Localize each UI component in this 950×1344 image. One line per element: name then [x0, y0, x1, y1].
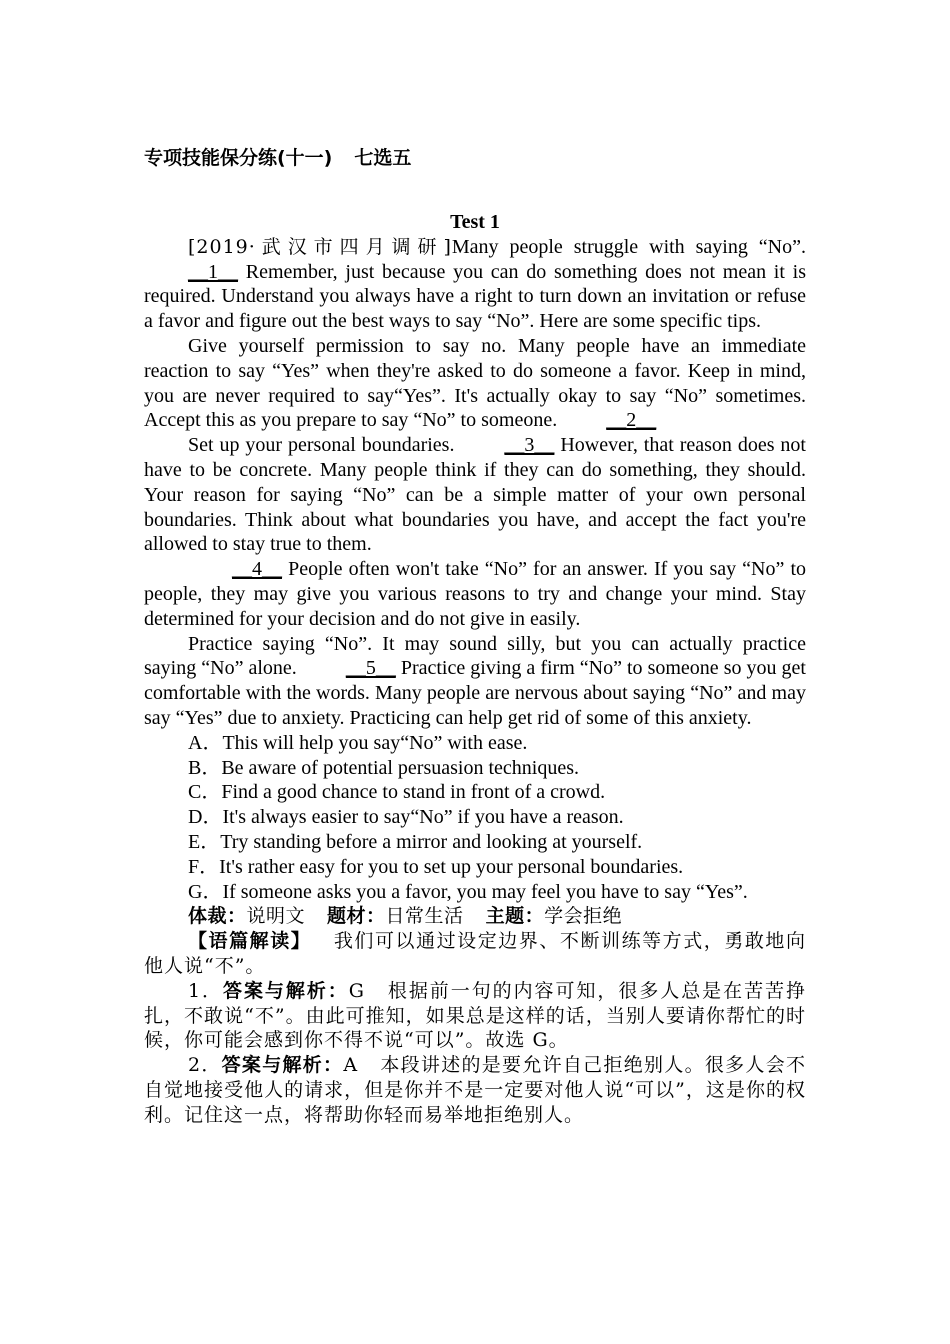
option-e: E．Try standing before a mirror and looking at yourself. — [188, 830, 643, 853]
blank-2: __2__ — [606, 409, 657, 432]
answer-1: 1．答案与解析：G 根据前一句的内容可知，很多人总是在苦苦挣扎，不敢说“不”。由此可推知，如果总是这样的话，当别人要请你帮忙的时候，你可能会感到你不得不说“可以”。故选 G。 — [144, 979, 806, 1052]
option-g: G．If someone asks you a favor, you may feel you have to say “Yes”. — [188, 880, 748, 903]
paragraph-2: Give yourself permission to say no. Many people have an immediate reaction to say “Yes” when they're asked to do someone a favor. Keep in mind, you are never required to say“Yes”. It's actually okay to say “No” sometimes. Accept this as you prepare to say “No” to someone. __2__ — [144, 334, 806, 432]
paragraph-1: [2019·武汉市四月调研]Many people struggle with saying “No”. __1__ Remember, just because you can do something does not mean it is required. Understand you always have a right to turn down an invitation or refuse a favor and figure out the best ways to say “No”. Here are some specific tips. — [144, 235, 807, 333]
source-label: [2019·武汉市四月调研] — [188, 235, 452, 258]
blank-5: __5__ — [345, 657, 396, 680]
option-c: C．Find a good chance to stand in front of a crowd. — [188, 781, 606, 804]
option-d: D．It's always easier to say“No” if you have a reason. — [188, 806, 624, 829]
paragraph-5: Practice saying “No”. It may sound silly, but you can actually practice saying “No” alone. __5__ Practice giving a firm “No” to someone so you get comfortable with the words. Many people are nervous about saying “No” and may say “Yes” due to anxiety. Practicing can help get rid of some of this anxiety. — [144, 632, 806, 729]
page-title-sub: 七选五 — [354, 147, 412, 169]
option-f: F．It's rather easy for you to set up your personal boundaries. — [188, 855, 684, 878]
passage-meta: 体裁：说明文 题材：日常生活 主题：学会拒绝 — [188, 905, 623, 928]
passage-reading: 【语篇解读】 我们可以通过设定边界、不断训练等方式，勇敢地向他人说“不”。 — [144, 930, 806, 977]
paragraph-4: __4__ People often won't take “No” for an answer. If you say “No” to people, they may give you various reasons to try and change your mind. Stay determined for your decision and do not give in easily. — [144, 558, 806, 630]
options-list — [144, 731, 806, 905]
page-title — [144, 146, 806, 170]
page-title-main: 专项技能保分练(十一) — [144, 147, 333, 169]
answer-2: 2．答案与解析：A 本段讲述的是要允许自己拒绝别人。很多人会不自觉地接受他人的请求，但是你并不是一定要对他人说“可以”，这是你的权利。记住这一点，将帮助你轻而易举地拒绝别人。 — [144, 1054, 806, 1126]
test-title: Test 1 — [450, 211, 500, 233]
paragraph-3: Set up your personal boundaries. __3__ However, that reason does not have to be concrete. Many people think if they can do something, they should. Your reason for saying “No” can be a simple matter of your own personal boundaries. Think about what boundaries you have, and accept the fact you're allowed to stay true to them. — [144, 434, 806, 556]
document-page — [144, 146, 806, 1127]
blank-1: __1__ — [188, 260, 238, 283]
option-b: B．Be aware of potential persuasion techniques. — [188, 756, 579, 779]
blank-3: __3__ — [504, 434, 555, 457]
option-a: A．This will help you say“No” with ease. — [188, 731, 528, 754]
blank-4: __4__ — [232, 558, 282, 581]
